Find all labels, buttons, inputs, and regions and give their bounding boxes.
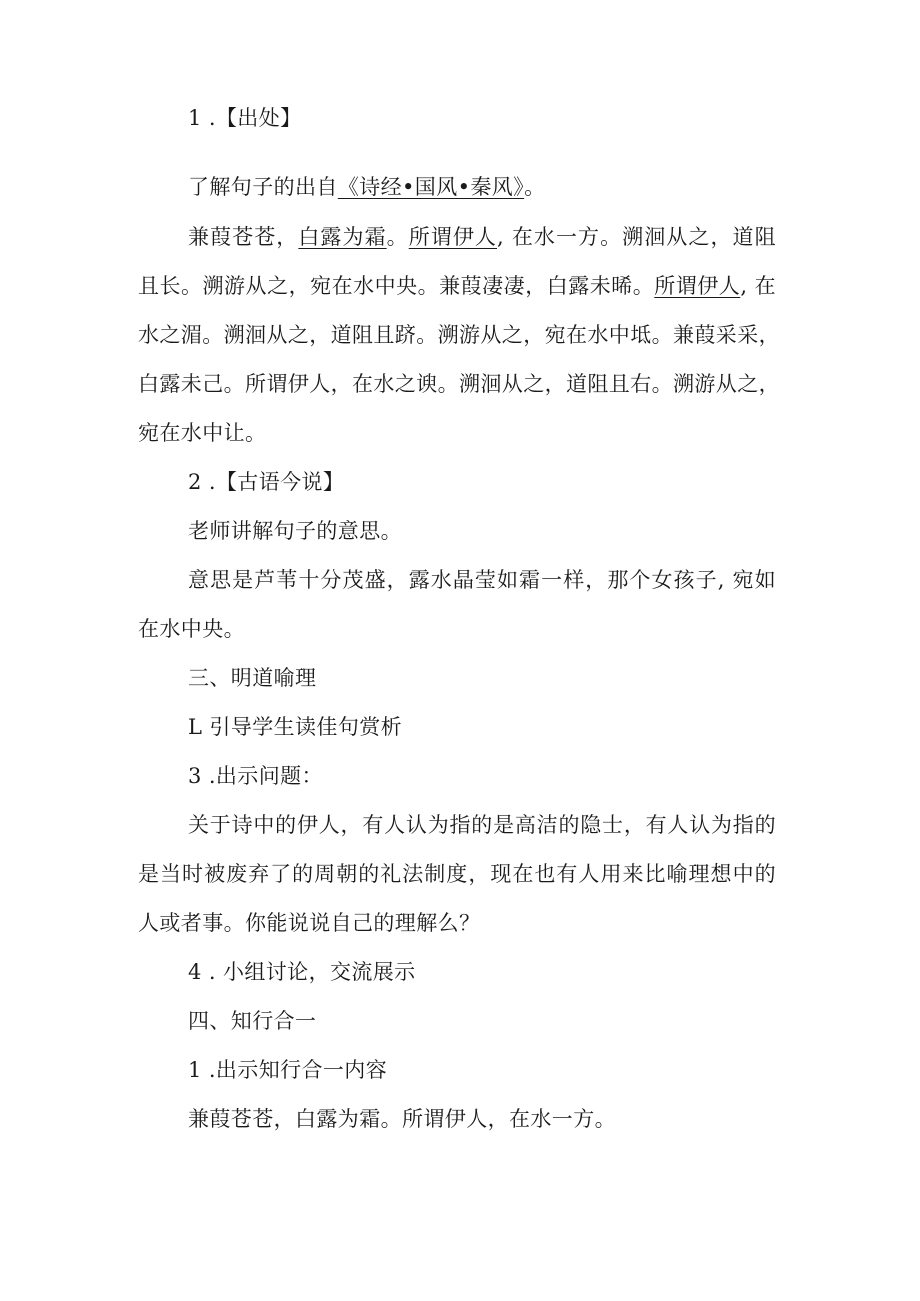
list-item-guide: L 引导学生读佳句赏析 (188, 715, 403, 739)
meaning-line-2: 在水中央。 (138, 617, 245, 641)
list-item-question: 3 .出示问题： (188, 764, 323, 788)
question-line-2: 是当时被废弃了的周朝的礼法制度，现在也有人用来比喻理想中的 (138, 862, 776, 886)
poem-line-2 (138, 272, 776, 300)
source-title: 《诗经•国风•秦风》 (337, 175, 525, 199)
meaning-line-1: 意思是芦苇十分茂盛，露水晶莹如霜一样，那个女孩子, 宛如 (188, 568, 776, 592)
list-item-show-content: 1 .出示知行合一内容 (188, 1058, 388, 1082)
list-item-discussion: 4 . 小组讨论，交流展示 (188, 960, 416, 984)
poem-text: 。 (386, 225, 409, 249)
poem-underlined-phrase: 所谓伊人 (654, 274, 741, 298)
section-heading-source: 1 .【出处】 (188, 106, 302, 130)
teacher-explain: 老师讲解句子的意思。 (188, 519, 402, 543)
poem-underlined-phrase: 白露为霜 (298, 225, 387, 249)
source-intro-text: 了解句子的出自 (188, 175, 338, 199)
source-intro (188, 173, 546, 201)
part-heading-4: 四、知行合一 (188, 1009, 317, 1033)
part-heading-3: 三、明道喻理 (188, 666, 317, 690)
poem-text: 且长。溯游从之，宛在水中央。兼葭凄凄，白露未晞。 (138, 274, 655, 298)
final-poem-line: 兼葭苍苍，白露为霜。所谓伊人，在水一方。 (188, 1107, 616, 1131)
poem-line-1 (188, 223, 776, 251)
poem-line-5: 宛在水中让。 (138, 421, 267, 445)
question-line-1: 关于诗中的伊人，有人认为指的是高洁的隐士，有人认为指的 (188, 813, 776, 837)
source-suffix: 。 (524, 175, 546, 199)
poem-text: , 在 (740, 274, 776, 298)
poem-line-4: 白露未己。所谓伊人，在水之谀。溯洄从之，道阻且右。溯游从之， (138, 372, 780, 396)
poem-underlined-phrase: 所谓伊人 (408, 225, 497, 249)
poem-text: , 在水一方。溯洄从之，道阻 (497, 225, 776, 249)
poem-text: 兼葭苍苍， (188, 225, 299, 249)
question-line-3: 人或者事。你能说说自己的理解么？ (138, 911, 481, 935)
section-heading-ancient-modern: 2 .【古语今说】 (188, 470, 345, 494)
poem-line-3: 水之湄。溯洄从之，道阻且跻。溯游从之，宛在水中坻。兼葭采采， (138, 323, 780, 347)
